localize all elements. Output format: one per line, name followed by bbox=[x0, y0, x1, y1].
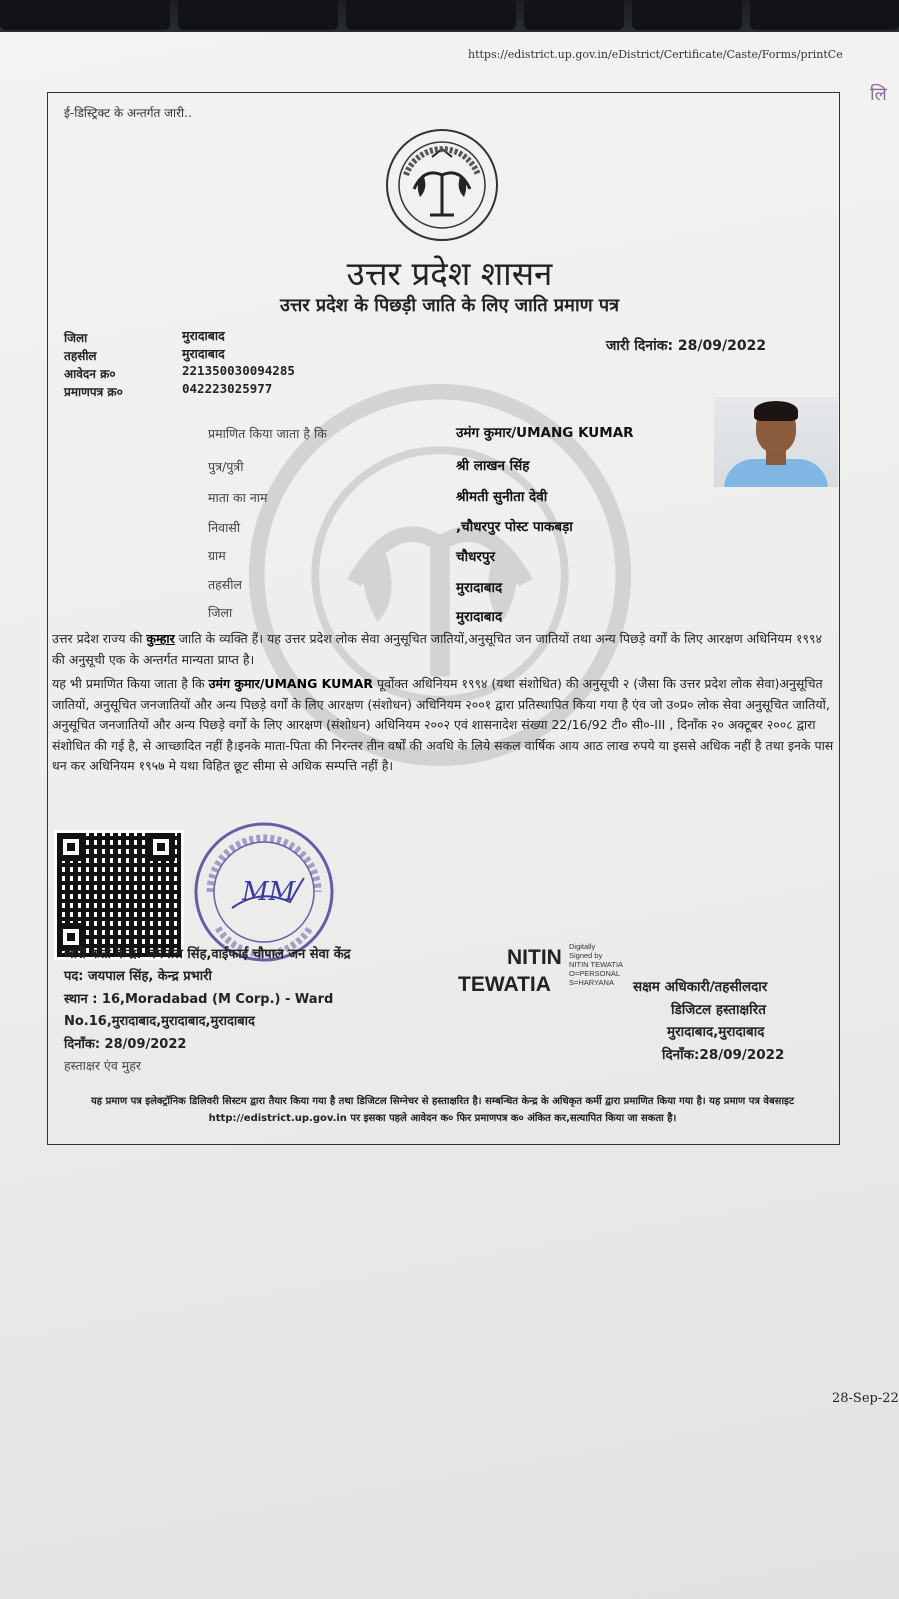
digital-signer-first-name: NITIN bbox=[507, 946, 562, 969]
tehsil-field-value: मुरादाबाद bbox=[456, 580, 503, 596]
sign-and-seal-label: हस्ताक्षर एंव मुहर bbox=[64, 1058, 141, 1073]
issuing-centre: जारी कर्ता केन्द्र: जयपाल सिंह,वाईफाई चौपाल जन सेवा केंद्र bbox=[64, 947, 351, 962]
father-name: श्री लाखन सिंह bbox=[456, 458, 530, 474]
verification-qr-code bbox=[54, 830, 184, 960]
officer-digital-sign: डिजिटल हस्ताक्षरित bbox=[671, 1002, 766, 1018]
issue-date bbox=[606, 336, 766, 355]
non-creamy-layer-statement: यह भी प्रमाणित किया जाता है कि उमंग कुमार/UMANG KUMAR पूर्वोक्त अधिनियम १९९४ (यथा संशोधित) की अनुसूची २ (जैसा कि उत्तर प्रदेश लोक सेवा)अनुसूचित जातियों, अनुसूचित जनजातियों और अन्य पिछड़े वर्गों के लिए आरक्षण (संशोधन) अधिनियम २००१ द्वारा प्रतिस्थापित किया गया है एंव जो उ०प्र० लोक सेवा अनुसूचित जातियों, अनुसूचित जनजातियों और अन्य पिछड़े वर्गों के लिए आरक्षण (संशोधन) अधिनियम २००२ एवं शासनादेश संख्या 22/16/92 टी० सी०-III , दिनाँक २० अक्टूबर २००८ द्वारा संशोधित की गई है, से आच्छादित नहीं है।इनके माता-पिता की निरन्तर तीन वर्षों की अवधि के लिये सकल वार्षिक आय आठ लाख रुपये या इससे अधिक नहीं है तथा इनके पास धन कर अधिनियम १९५७ मे यथा विहित छूट सीमा से अधिक सम्पत्ति नहीं है। bbox=[52, 676, 834, 773]
field-label-mother: माता का नाम bbox=[208, 490, 268, 505]
certificate-title: उत्तर प्रदेश के पिछड़ी जाति के लिए जाति प्रमाण पत्र bbox=[279, 295, 620, 316]
tehsil-label: तहसील bbox=[64, 349, 97, 363]
issue-date-label: जारी दिनांक: bbox=[606, 338, 674, 354]
seal-signature: MM bbox=[242, 877, 296, 907]
caste-statement: उत्तर प्रदेश राज्य की कुम्हार जाति के व्यक्ति हैं। यह उत्तर प्रदेश लोक सेवा अनुसूचित जातियों,अनुसूचित जन जातियों तथा अन्य पिछड़े वर्गों के लिए आरक्षण अधिनियम १९९४ की अनुसूची एक के अन्तर्गत मान्यता प्राप्त है। bbox=[52, 631, 822, 667]
certificate-number-label: प्रमाणपत्र क्र० bbox=[64, 385, 123, 399]
field-label-village: ग्राम bbox=[208, 548, 226, 563]
verification-footnote: यह प्रमाण पत्र इलेक्ट्रॉनिक डिलिवरी सिस्टम द्वारा तैयार किया गया है तथा डिजिटल सिग्नेचर से हस्ताक्षरित है। सम्बन्धित केन्द्र के अधिकृत कर्मी द्वारा प्रमाणित किया गया है। यह प्रमाण पत्र वेबसाइट http://edistrict.up.gov.in पर इसका पहले आवेदन क० फिर प्रमाणपत्र क० अंकित कर,सत्यापित किया जा सकता है। bbox=[91, 1096, 794, 1124]
field-label-certified: प्रमाणित किया जाता है कि bbox=[208, 426, 327, 441]
print-url: https://edistrict.up.gov.in/eDistrict/Certificate/Caste/Forms/printCe bbox=[468, 48, 843, 61]
print-date: 28-Sep-22 bbox=[832, 1391, 899, 1406]
district-field-value: मुरादाबाद bbox=[456, 609, 503, 625]
issuer-post: पद: जयपाल सिंह, केन्द्र प्रभारी bbox=[64, 969, 212, 984]
digital-signature-details: Digitally Signed by NITIN TEWATIA O=PERSONAL S=HARYANA bbox=[569, 942, 624, 987]
officer-title: सक्षम अधिकारी/तहसीलदार bbox=[633, 979, 768, 995]
issuer-date: दिनाँक: 28/09/2022 bbox=[64, 1037, 187, 1052]
district-value: मुरादाबाद bbox=[182, 328, 225, 343]
officer-place: मुरादाबाद,मुरादाबाद bbox=[667, 1024, 765, 1040]
field-label-resident: निवासी bbox=[208, 520, 241, 535]
field-label-tehsil: तहसील bbox=[208, 577, 242, 592]
issuer-place-line1: स्थान : 16,Moradabad (M Corp.) - Ward bbox=[64, 992, 334, 1007]
digital-signer-last-name: TEWATIA bbox=[458, 973, 551, 996]
issuer-place-line2: No.16,मुरादाबाद,मुरादाबाद,मुरादाबाद bbox=[64, 1014, 255, 1029]
village-value: चौधरपुर bbox=[456, 549, 496, 565]
tehsil-value: मुरादाबाद bbox=[182, 346, 225, 361]
mother-name: श्रीमती सुनीता देवी bbox=[456, 489, 548, 505]
applicant-photo bbox=[714, 397, 838, 487]
officer-date: दिनाँक:28/09/2022 bbox=[662, 1047, 785, 1063]
district-label: जिला bbox=[64, 331, 88, 345]
application-number: 221350030094285 bbox=[182, 363, 295, 378]
government-title: उत्तर प्रदेश शासन bbox=[346, 254, 553, 293]
issued-under-note: ई-डिस्ट्रिक्ट के अन्तर्गत जारी.. bbox=[64, 106, 192, 120]
up-govt-emblem-icon bbox=[384, 127, 500, 243]
field-label-parent: पुत्र/पुत्री bbox=[208, 459, 244, 474]
caste-name: कुम्हार bbox=[146, 631, 175, 646]
applicant-name: उमंग कुमार/UMANG KUMAR bbox=[456, 425, 634, 441]
applicant-name-inline: उमंग कुमार/UMANG KUMAR bbox=[208, 676, 374, 691]
certificate-number: 042223025977 bbox=[182, 381, 273, 396]
resident-address: ,चौधरपुर पोस्ट पाकबड़ा bbox=[456, 519, 573, 535]
field-label-district: जिला bbox=[208, 605, 233, 620]
corner-mark: लि bbox=[870, 84, 887, 105]
application-number-label: आवेदन क्र० bbox=[64, 367, 116, 381]
issue-date-value: 28/09/2022 bbox=[677, 338, 767, 354]
